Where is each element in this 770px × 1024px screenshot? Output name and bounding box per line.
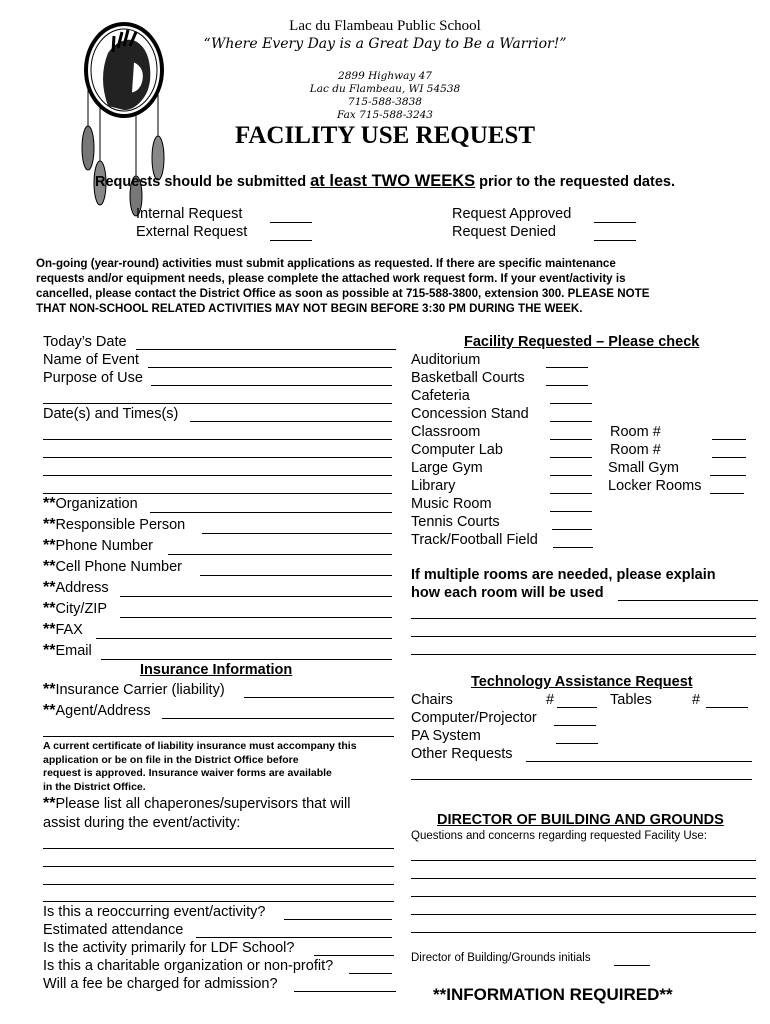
facility-check-tennis[interactable] (552, 529, 592, 530)
dates-times-line-3[interactable] (43, 457, 392, 458)
primarily-ldf-label: Is the activity primarily for LDF School? (43, 940, 295, 956)
director-initials-field[interactable] (614, 965, 650, 966)
attendance-label: Estimated attendance (43, 922, 184, 938)
insurance-heading: Insurance Information (140, 662, 293, 678)
multiple-rooms-line-4[interactable] (411, 654, 756, 655)
email-field[interactable] (101, 659, 392, 660)
address-field[interactable] (120, 596, 392, 597)
pa-system-label: PA System (411, 728, 481, 744)
submission-notice: Requests should be submitted at least TWO WEEKS prior to the requested dates. (95, 172, 675, 190)
chaperones-line-4[interactable] (43, 901, 394, 902)
director-subheading: Questions and concerns regarding requested Facility Use: (411, 830, 707, 842)
address-label: **Address (43, 579, 109, 596)
chaperones-line-3[interactable] (43, 884, 394, 885)
facility-check-library[interactable] (550, 493, 592, 494)
facility-item-concession: Concession Stand (411, 406, 529, 422)
chairs-count-field[interactable] (557, 707, 597, 708)
director-notes-line-1[interactable] (411, 860, 756, 861)
multiple-rooms-label-2: how each room will be used (411, 585, 604, 601)
insurance-certificate-note: A current certificate of liability insurance must accompany this application or be on file in the District Office before request is approved. Insurance waiver forms are available in the District Office. (43, 740, 357, 793)
address-line-1: 2899 Highway 47 (338, 70, 432, 82)
todays-date-label: Today’s Date (43, 334, 127, 350)
director-notes-line-4[interactable] (411, 914, 756, 915)
multiple-rooms-line-2[interactable] (411, 618, 756, 619)
tables-label: Tables (610, 692, 652, 708)
purpose-label: Purpose of Use (43, 370, 143, 386)
agent-address-label: **Agent/Address (43, 702, 151, 719)
city-zip-field[interactable] (120, 617, 392, 618)
director-initials-label: Director of Building/Grounds initials (411, 952, 591, 964)
director-notes-line-2[interactable] (411, 878, 756, 879)
policy-note: On-going (year-round) activities must submit applications as requested. If there are specific maintenance requests and/or equipment needs, please complete the attached work request form. If your event/activity is cancelled, please contact the District Office as soon as possible at 715-588-3800, extension 300. PLEASE NOTE THAT NON-SCHOOL RELATED ACTIVITIES MAY NOT BEGIN BEFORE 3:30 PM DURING THE WEEK. (36, 257, 650, 315)
chaperones-label: **Please list all chaperones/supervisors that will (43, 795, 351, 812)
multiple-rooms-line-3[interactable] (411, 636, 756, 637)
facility-item-track: Track/Football Field (411, 532, 538, 548)
school-name: Lac du Flambeau Public School (289, 18, 481, 34)
facility-check-track[interactable] (553, 547, 593, 548)
facility-item-tennis: Tennis Courts (411, 514, 500, 530)
multiple-rooms-field[interactable] (618, 600, 758, 601)
cell-phone-field[interactable] (200, 575, 392, 576)
admission-fee-label: Will a fee be charged for admission? (43, 976, 278, 992)
request-denied-label: Request Denied (452, 224, 556, 240)
phone-number-label: **Phone Number (43, 537, 153, 554)
reoccurring-field[interactable] (284, 919, 392, 920)
responsible-person-field[interactable] (202, 533, 392, 534)
request-approved-label: Request Approved (452, 206, 572, 222)
external-request-blank[interactable] (270, 240, 312, 241)
chairs-label: Chairs (411, 692, 453, 708)
facility-check-large-gym[interactable] (550, 475, 592, 476)
facility-item-cafeteria: Cafeteria (411, 388, 470, 404)
external-request-label: External Request (136, 224, 248, 240)
facility-check-basketball[interactable] (546, 385, 588, 386)
locker-rooms-check[interactable] (710, 493, 744, 494)
computer-lab-room-number-label: Room # (610, 442, 661, 458)
classroom-room-number-label: Room # (610, 424, 661, 440)
event-name-label: Name of Event (43, 352, 139, 368)
other-requests-field[interactable] (526, 761, 752, 762)
facility-item-classroom: Classroom (411, 424, 481, 440)
tables-hash: # (692, 692, 701, 708)
fax-label: **FAX (43, 621, 83, 638)
facility-check-concession[interactable] (550, 421, 592, 422)
tables-count-field[interactable] (706, 707, 748, 708)
facility-check-computer-lab[interactable] (550, 457, 592, 458)
information-required-footer: **INFORMATION REQUIRED** (433, 985, 673, 1004)
request-approved-blank[interactable] (594, 222, 636, 223)
agent-address-field[interactable] (162, 718, 394, 719)
chaperones-label-2: assist during the event/activity: (43, 815, 241, 831)
facility-check-cafeteria[interactable] (550, 403, 592, 404)
charitable-label: Is this a charitable organization or non-profit? (43, 958, 334, 974)
small-gym-check[interactable] (710, 475, 746, 476)
dates-times-field[interactable] (190, 421, 392, 422)
city-zip-label: **City/ZIP (43, 600, 108, 617)
internal-request-blank[interactable] (270, 222, 312, 223)
facility-check-auditorium[interactable] (546, 367, 588, 368)
attendance-field[interactable] (196, 937, 392, 938)
email-label: **Email (43, 642, 92, 659)
director-notes-line-5[interactable] (411, 932, 756, 933)
facility-check-music-room[interactable] (550, 511, 592, 512)
facility-heading: Facility Requested – Please check (464, 334, 700, 350)
projector-check[interactable] (554, 725, 596, 726)
responsible-person-label: **Responsible Person (43, 516, 186, 533)
facility-item-library: Library (411, 478, 456, 494)
request-denied-blank[interactable] (594, 240, 636, 241)
facility-item-large-gym: Large Gym (411, 460, 483, 476)
todays-date-field[interactable] (136, 349, 396, 350)
admission-fee-field[interactable] (294, 991, 396, 992)
director-notes-line-3[interactable] (411, 896, 756, 897)
insurance-carrier-label: **Insurance Carrier (liability) (43, 681, 225, 698)
chaperones-line-2[interactable] (43, 866, 394, 867)
other-requests-label: Other Requests (411, 746, 513, 762)
facility-item-computer-lab: Computer Lab (411, 442, 503, 458)
pa-system-check[interactable] (556, 743, 598, 744)
chaperones-line-1[interactable] (43, 848, 394, 849)
facility-item-music-room: Music Room (411, 496, 492, 512)
agent-address-line-2[interactable] (43, 736, 394, 737)
computer-lab-room-number-field[interactable] (712, 457, 746, 458)
organization-label: **Organization (43, 495, 138, 512)
facility-item-auditorium: Auditorium (411, 352, 481, 368)
facility-check-classroom[interactable] (550, 439, 592, 440)
purpose-field-line-2[interactable] (43, 403, 392, 404)
projector-label: Computer/Projector (411, 710, 537, 726)
director-heading: DIRECTOR OF BUILDING AND GROUNDS (437, 812, 724, 828)
other-requests-line-2[interactable] (411, 779, 752, 780)
primarily-ldf-field[interactable] (314, 955, 394, 956)
page-title: FACILITY USE REQUEST (234, 122, 536, 149)
event-name-field[interactable] (148, 367, 392, 368)
address-line-2: Lac du Flambeau, WI 54538 (309, 83, 461, 95)
dates-times-line-4[interactable] (43, 475, 392, 476)
phone-line: 715-588-3838 (348, 96, 422, 108)
purpose-field[interactable] (151, 385, 392, 386)
technology-heading: Technology Assistance Request (471, 674, 693, 690)
reoccurring-label: Is this a reoccurring event/activity? (43, 904, 266, 920)
phone-number-field[interactable] (168, 554, 392, 555)
insurance-carrier-field[interactable] (244, 697, 394, 698)
organization-field[interactable] (150, 512, 392, 513)
locker-rooms-label: Locker Rooms (608, 478, 702, 494)
classroom-room-number-field[interactable] (712, 439, 746, 440)
dates-times-line-2[interactable] (43, 439, 392, 440)
multiple-rooms-label: If multiple rooms are needed, please explain (411, 567, 716, 583)
charitable-field[interactable] (349, 973, 392, 974)
school-motto: “Where Every Day is a Great Day to Be a Warrior!” (203, 36, 567, 52)
dates-times-line-5[interactable] (43, 493, 392, 494)
fax-field[interactable] (96, 638, 392, 639)
internal-request-label: Internal Request (136, 206, 243, 222)
fax-line: Fax 715-588-3243 (337, 109, 433, 121)
cell-phone-label: **Cell Phone Number (43, 558, 182, 575)
facility-item-basketball: Basketball Courts (411, 370, 525, 386)
dates-times-label: Date(s) and Times(s) (43, 406, 179, 422)
small-gym-label: Small Gym (608, 460, 679, 476)
chairs-hash: # (546, 692, 555, 708)
